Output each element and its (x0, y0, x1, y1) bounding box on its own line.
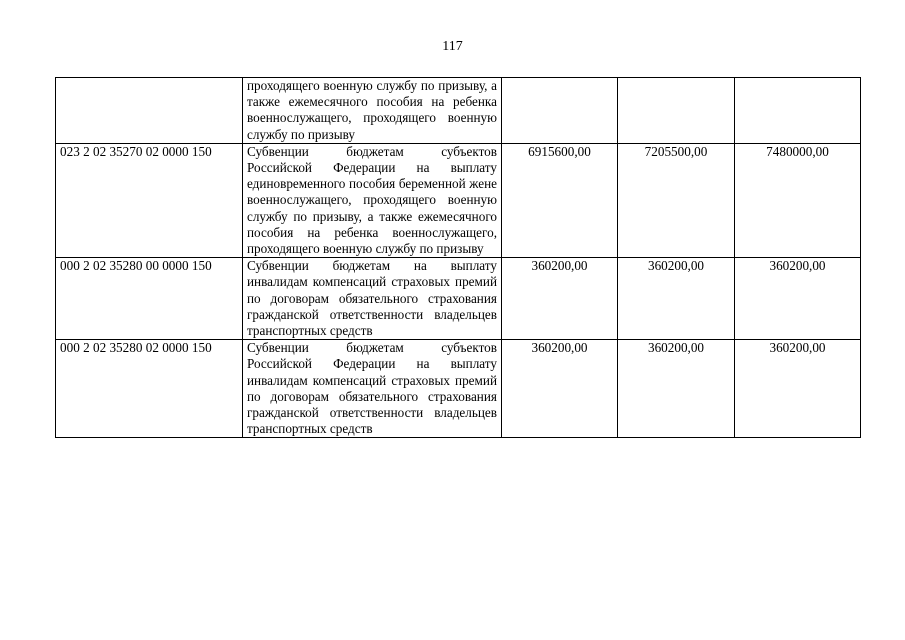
amount-cell-year-2: 7205500,00 (618, 143, 735, 257)
amount-cell-year-1 (502, 78, 618, 144)
amount-cell-year-2: 360200,00 (618, 258, 735, 340)
amount-cell-year-3: 360200,00 (735, 340, 861, 438)
budget-code-cell: 000 2 02 35280 00 0000 150 (56, 258, 243, 340)
budget-code-cell: 023 2 02 35270 02 0000 150 (56, 143, 243, 257)
budget-table (55, 77, 861, 438)
budget-code-cell: 000 2 02 35280 02 0000 150 (56, 340, 243, 438)
table-row (56, 340, 861, 438)
amount-cell-year-3: 360200,00 (735, 258, 861, 340)
description-cell: Субвенции бюджетам субъектов Российской Федерации на выплату единовременного пособия беременной жене военнослужащего, проходящего военную службу по призыву, а также ежемесячного пособия на ребенка военнослужащего, проходящего военную службу по призыву (243, 143, 502, 257)
amount-cell-year-2 (618, 78, 735, 144)
amount-cell-year-3: 7480000,00 (735, 143, 861, 257)
description-cell: Субвенции бюджетам субъектов Российской Федерации на выплату инвалидам компенсаций страховых премий по договорам обязательного страхования гражданской ответственности владельцев транспортных средств (243, 340, 502, 438)
amount-cell-year-2: 360200,00 (618, 340, 735, 438)
amount-cell-year-3 (735, 78, 861, 144)
amount-cell-year-1: 360200,00 (502, 258, 618, 340)
budget-code-cell (56, 78, 243, 144)
amount-cell-year-1: 360200,00 (502, 340, 618, 438)
table-row (56, 143, 861, 257)
page-number: 117 (442, 39, 463, 54)
table-row (56, 258, 861, 340)
description-cell: Субвенции бюджетам на выплату инвалидам компенсаций страховых премий по договорам обязательного страхования гражданской ответственности владельцев транспортных средств (243, 258, 502, 340)
amount-cell-year-1: 6915600,00 (502, 143, 618, 257)
description-cell: проходящего военную службу по призыву, а также ежемесячного пособия на ребенка военнослужащего, проходящего военную службу по призыву (243, 78, 502, 144)
table-row (56, 78, 861, 144)
